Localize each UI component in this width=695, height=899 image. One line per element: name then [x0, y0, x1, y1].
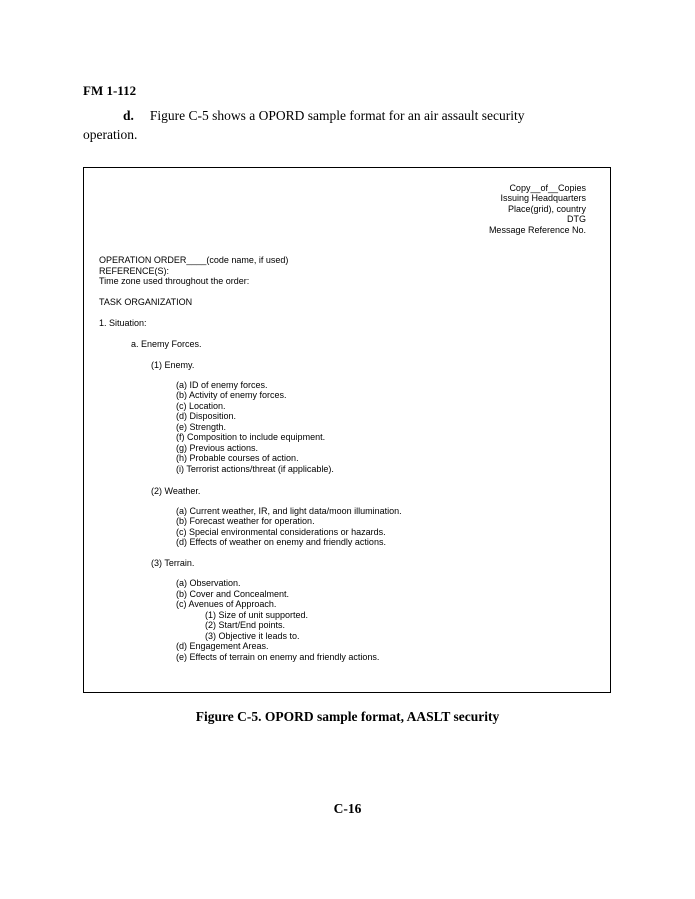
enemy-item: (c) Location. [176, 401, 226, 411]
enemy-item: (g) Previous actions. [176, 443, 259, 453]
ref-line: Message Reference No. [488, 224, 586, 235]
task-organization: TASK ORGANIZATION [99, 297, 193, 307]
terrain-sub-item: (1) Size of unit supported. [205, 610, 309, 620]
terrain-sub-item: (2) Start/End points. [205, 620, 286, 630]
ref-line: Copy__of__Copies [509, 183, 586, 193]
enemy-item: (d) Disposition. [176, 411, 237, 421]
weather-heading: (2) Weather. [151, 486, 201, 496]
figure-box [83, 167, 611, 693]
enemy-item: (e) Strength. [176, 422, 227, 432]
enemy-heading: (1) Enemy. [151, 360, 195, 370]
references-line: REFERENCE(S): [99, 266, 170, 276]
weather-item: (d) Effects of weather on enemy and friendly actions. [176, 537, 386, 547]
intro-text-2: operation. [83, 127, 138, 142]
manual-id: FM 1-112 [83, 83, 137, 98]
enemy-forces-heading: a. Enemy Forces. [131, 339, 202, 349]
enemy-item: (b) Activity of enemy forces. [176, 390, 287, 400]
page-number: C-16 [333, 801, 362, 816]
intro-text-1: Figure C-5 shows a OPORD sample format for an air assault security [149, 108, 525, 123]
terrain-item: (c) Avenues of Approach. [176, 599, 277, 609]
terrain-item: (b) Cover and Concealment. [176, 589, 290, 599]
reference-block [489, 183, 586, 235]
figure-caption: Figure C-5. OPORD sample format, AASLT security [195, 709, 500, 724]
terrain-item: (e) Effects of terrain on enemy and friendly actions. [176, 652, 380, 662]
weather-item: (b) Forecast weather for operation. [176, 516, 315, 526]
weather-item: (a) Current weather, IR, and light data/moon illumination. [176, 506, 402, 516]
ref-line: Issuing Headquarters [500, 193, 586, 204]
enemy-item: (i) Terrorist actions/threat (if applicable). [176, 464, 334, 474]
ref-line: Place(grid), country [507, 203, 586, 214]
operation-order-line: OPERATION ORDER____(code name, if used) [99, 255, 289, 265]
situation-heading: 1. Situation: [99, 318, 147, 328]
terrain-heading: (3) Terrain. [151, 558, 195, 568]
intro-line-1 [83, 106, 583, 125]
intro-paragraph [83, 106, 583, 144]
terrain-sub-item: (3) Objective it leads to. [205, 631, 300, 641]
enemy-item: (f) Composition to include equipment. [176, 432, 326, 442]
weather-item: (c) Special environmental considerations or hazards. [176, 527, 386, 537]
ref-line: DTG [567, 214, 586, 225]
enemy-item: (a) ID of enemy forces. [176, 380, 268, 390]
enemy-item: (h) Probable courses of action. [176, 453, 299, 463]
time-zone-line: Time zone used throughout the order: [99, 276, 250, 286]
terrain-item: (d) Engagement Areas. [176, 641, 269, 651]
terrain-item: (a) Observation. [176, 578, 241, 588]
paragraph-letter: d. [123, 108, 134, 123]
